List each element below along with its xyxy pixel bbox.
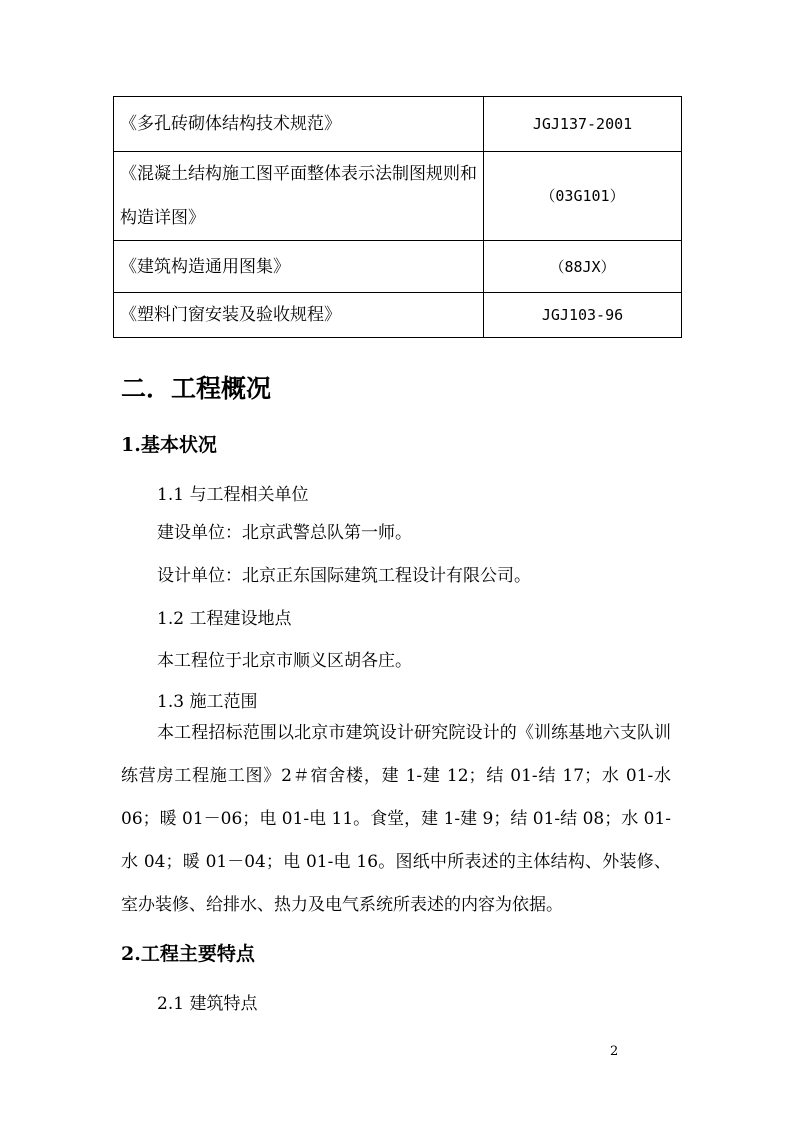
scope-paragraph: 本工程招标范围以北京市建筑设计研究院设计的《训练基地六支队训练营房工程施工图》2＃宿舍楼，建 1-建 12；结 01-结 17；水 01-水 06；暖 01－06；电 01-电 11。食堂，建 1-建 9；结 01-结 08；水 01-水 04；暖 01－04；电 01-电 16。图纸中所表述的主体结构、外装修、室办装修、给排水、热力及电气系统所表述的内容为依据。	[121, 723, 671, 915]
location-line: 本工程位于北京市顺义区胡各庄。	[157, 651, 412, 671]
standard-code: （03G101）	[484, 152, 682, 241]
subheading-architecture-features: 2.1 建筑特点	[157, 994, 258, 1014]
heading-main-features: 2.工程主要特点	[121, 943, 255, 965]
standard-code: JGJ103-96	[484, 293, 682, 338]
table-row	[114, 241, 682, 293]
design-unit-line: 设计单位：北京正东国际建筑工程设计有限公司。	[157, 566, 531, 586]
page-number: 2	[610, 1044, 619, 1059]
section-title: 二．工程概况	[121, 374, 272, 403]
subheading-location: 1.2 工程建设地点	[157, 609, 292, 629]
standard-name: 《混凝土结构施工图平面整体表示法制图规则和构造详图》	[114, 152, 484, 241]
table-row	[114, 97, 682, 152]
table-row	[114, 293, 682, 338]
standard-code: （88JX）	[484, 241, 682, 293]
standard-name: 《建筑构造通用图集》	[114, 241, 484, 293]
construction-unit-line: 建设单位：北京武警总队第一师。	[157, 523, 412, 543]
table-row	[114, 152, 682, 241]
standard-name: 《多孔砖砌体结构技术规范》	[114, 97, 484, 152]
subheading-related-units: 1.1 与工程相关单位	[157, 485, 309, 505]
standard-code: JGJ137-2001	[484, 97, 682, 152]
subheading-scope: 1.3 施工范围	[157, 692, 258, 712]
heading-basic-status: 1.基本状况	[121, 434, 217, 456]
standards-table	[113, 96, 682, 338]
standard-name: 《塑料门窗安装及验收规程》	[114, 293, 484, 338]
